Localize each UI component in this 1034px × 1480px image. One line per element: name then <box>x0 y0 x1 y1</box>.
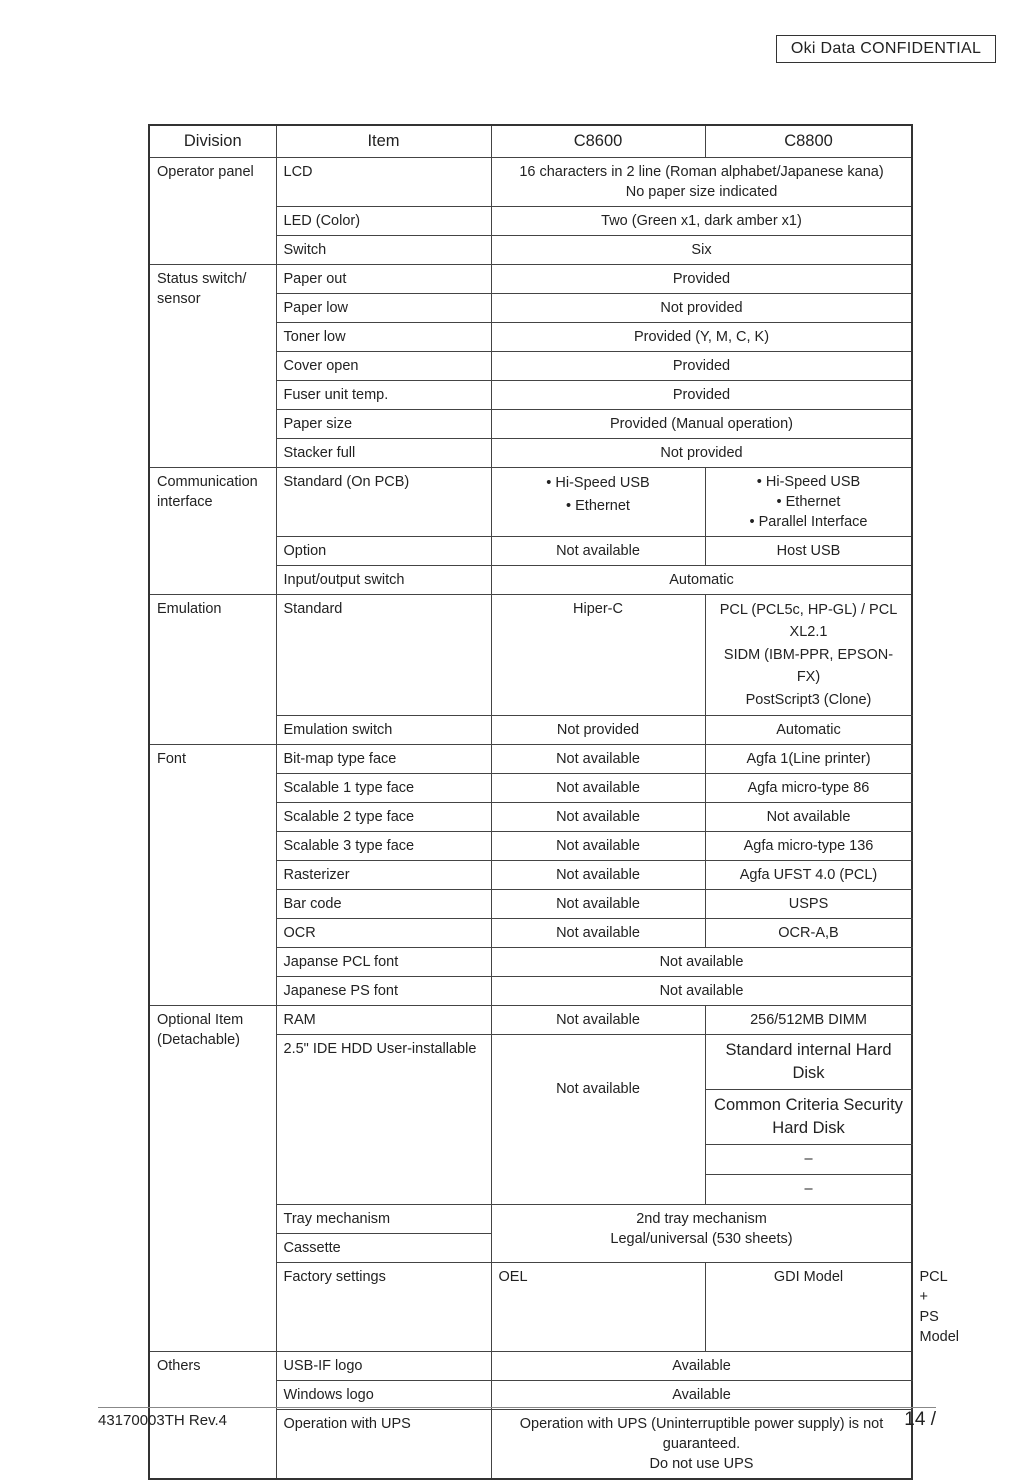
value-cell: – <box>705 1145 912 1175</box>
value-line: Do not use UPS <box>649 1456 754 1472</box>
item-cell: Paper low <box>276 293 491 322</box>
value-cell: Standard internal Hard Disk <box>705 1035 912 1090</box>
item-cell: LCD <box>276 157 491 206</box>
header-row <box>149 125 912 157</box>
value-cell: Provided <box>491 380 912 409</box>
item-cell: Japanese PS font <box>276 977 491 1006</box>
value-cell: Automatic <box>491 565 912 594</box>
value-cell: Available <box>491 1352 912 1381</box>
value-line: Operation with UPS (Uninterruptible power supply) is not guaranteed. <box>519 1416 884 1452</box>
table-row <box>149 157 912 206</box>
item-cell: Standard <box>276 594 491 716</box>
division-cell: Font <box>149 745 276 1006</box>
division-cell: Factory settings <box>276 1263 491 1352</box>
item-cell: RAM <box>276 1006 491 1035</box>
value-cell: Six <box>491 235 912 264</box>
item-cell: Scalable 1 type face <box>276 774 491 803</box>
confidential-label: Oki Data CONFIDENTIAL <box>776 35 996 63</box>
value-cell <box>491 157 912 206</box>
division-cell: Others <box>149 1352 276 1480</box>
item-cell: Cover open <box>276 351 491 380</box>
item-cell: Rasterizer <box>276 861 491 890</box>
value-cell <box>705 467 912 536</box>
value-cell: Agfa UFST 4.0 (PCL) <box>705 861 912 890</box>
item-cell: Emulation switch <box>276 716 491 745</box>
value-cell: Not available <box>491 919 705 948</box>
value-cell: Not available <box>491 774 705 803</box>
division-line: Optional Item <box>157 1012 244 1028</box>
value-cell: Not available <box>491 803 705 832</box>
value-cell: Not available <box>491 890 705 919</box>
value-cell: Host USB <box>705 536 912 565</box>
value-cell: Agfa 1(Line printer) <box>705 745 912 774</box>
value-line: Legal/universal (530 sheets) <box>610 1231 793 1247</box>
value-cell: Automatic <box>705 716 912 745</box>
item-cell: Switch <box>276 235 491 264</box>
value-cell <box>491 467 705 536</box>
value-cell: OCR-A,B <box>705 919 912 948</box>
division-cell: Status switch/ sensor <box>149 264 276 467</box>
value-cell: Not provided <box>491 438 912 467</box>
value-line: • Parallel Interface <box>749 513 868 530</box>
item-cell: Bit-map type face <box>276 745 491 774</box>
value-cell: Provided <box>491 351 912 380</box>
value-line: PostScript3 (Clone) <box>745 691 872 708</box>
value-cell <box>705 594 912 716</box>
table-row: Factory settings OEL GDI Model PCL + PS Model <box>149 1263 912 1352</box>
value-cell: Two (Green x1, dark amber x1) <box>491 206 912 235</box>
table-row <box>149 467 912 536</box>
value-cell: Common Criteria Security Hard Disk <box>705 1090 912 1145</box>
value-line: 16 characters in 2 line (Roman alphabet/Japanese kana) <box>519 163 884 180</box>
value-cell: Provided (Manual operation) <box>491 409 912 438</box>
value-cell: Not available <box>491 1035 705 1205</box>
table-row <box>149 594 912 716</box>
item-cell: Input/output switch <box>276 565 491 594</box>
item-cell: Cassette <box>276 1234 491 1263</box>
item-cell: Standard (On PCB) <box>276 467 491 536</box>
value-cell <box>491 1205 912 1263</box>
value-cell: Not available <box>491 1006 705 1035</box>
header-item: Item <box>276 125 491 157</box>
value-cell: Provided (Y, M, C, K) <box>491 322 912 351</box>
page-number: 14 / <box>904 1409 936 1430</box>
value-cell: Not available <box>491 832 705 861</box>
header-c8800: C8800 <box>705 125 912 157</box>
footer-divider <box>98 1407 936 1408</box>
item-cell: Windows logo <box>276 1381 491 1410</box>
value-cell: Not provided <box>491 716 705 745</box>
value-cell: 256/512MB DIMM <box>705 1006 912 1035</box>
division-cell <box>149 1006 276 1352</box>
header-c8600: C8600 <box>491 125 705 157</box>
item-cell: Bar code <box>276 890 491 919</box>
value-cell: Not available <box>491 745 705 774</box>
item-cell: Paper out <box>276 264 491 293</box>
item-cell: Option <box>276 536 491 565</box>
value-cell: Not available <box>705 803 912 832</box>
header-division: Division <box>149 125 276 157</box>
item-cell: Operation with UPS <box>276 1410 491 1480</box>
value-cell: Not available <box>491 948 912 977</box>
value-cell: Agfa micro-type 86 <box>705 774 912 803</box>
value-cell: Not provided <box>491 293 912 322</box>
document-number: 43170003TH Rev.4 <box>98 1412 227 1429</box>
value-cell: Not available <box>491 536 705 565</box>
value-line: • Ethernet <box>776 493 841 510</box>
value-cell: Not available <box>491 861 705 890</box>
value-cell: Provided <box>491 264 912 293</box>
item-cell: Fuser unit temp. <box>276 380 491 409</box>
value-line: PCL (PCL5c, HP-GL) / PCL XL2.1 <box>719 601 898 640</box>
item-cell: Japanse PCL font <box>276 948 491 977</box>
item-cell: OCR <box>276 919 491 948</box>
item-cell: Paper size <box>276 409 491 438</box>
value-line: • Ethernet <box>566 497 630 514</box>
value-line: • Hi-Speed USB <box>756 473 861 490</box>
value-cell: Agfa micro-type 136 <box>705 832 912 861</box>
value-line: • Hi-Speed USB <box>546 474 650 491</box>
value-cell: Available <box>491 1381 912 1410</box>
item-cell: 2.5" IDE HDD User-installable <box>276 1035 491 1205</box>
division-cell: Operator panel <box>149 157 276 264</box>
item-cell: Stacker full <box>276 438 491 467</box>
item-cell: OEL <box>491 1263 705 1352</box>
value-line: SIDM (IBM-PPR, EPSON-FX) <box>723 646 894 685</box>
value-cell: USPS <box>705 890 912 919</box>
value-cell: Hiper-C <box>491 594 705 716</box>
item-cell: Toner low <box>276 322 491 351</box>
item-cell: Scalable 2 type face <box>276 803 491 832</box>
item-cell: Scalable 3 type face <box>276 832 491 861</box>
value-cell: – <box>705 1175 912 1205</box>
table-row <box>149 1006 912 1035</box>
division-cell: Emulation <box>149 594 276 745</box>
value-line: 2nd tray mechanism <box>636 1211 767 1227</box>
division-cell: Communication interface <box>149 467 276 594</box>
value-line: No paper size indicated <box>625 183 778 200</box>
item-cell: LED (Color) <box>276 206 491 235</box>
value-cell: Not available <box>491 977 912 1006</box>
value-cell: GDI Model <box>705 1263 912 1352</box>
table-row <box>149 1352 912 1381</box>
item-cell: USB-IF logo <box>276 1352 491 1381</box>
table-row <box>149 745 912 774</box>
item-cell: Tray mechanism <box>276 1205 491 1234</box>
table-row <box>149 264 912 293</box>
division-line: (Detachable) <box>157 1032 241 1048</box>
value-cell <box>491 1410 912 1480</box>
